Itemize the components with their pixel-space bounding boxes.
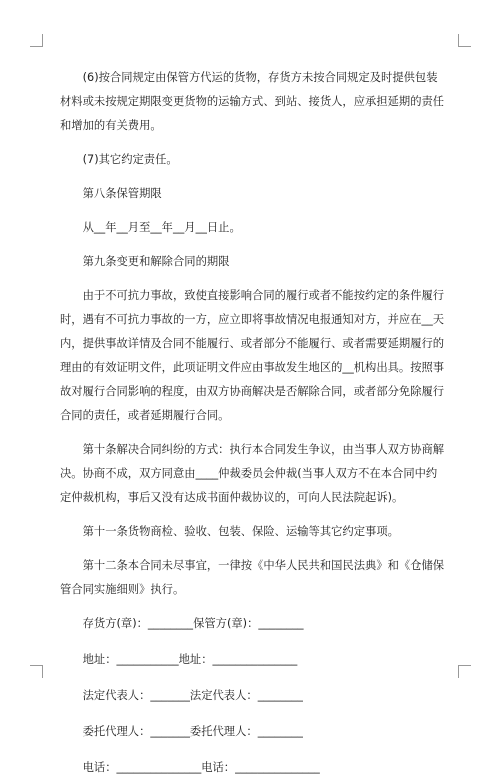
clause-9-body: 由于不可抗力事故，致使直接影响合同的履行或者不能按约定的条件履行时，遇有不可抗力事故的一方，应立即将事故情况电报通知对方，并应在__天内，提供事故详情及合同不能履行、或者部分不能履行、或者需要延期履行的理由的有效证明文件，此项证明文件应由事故发生地区的__机构出具。按照事故对履行合同影响的程度，由双方协商解决是否解除合同，或者部分免除履行合同的责任，或者延期履行合同。 [60, 289, 445, 422]
crop-mark-top-left [30, 34, 43, 47]
clause-9-heading: 第九条变更和解除合同的期限 [82, 255, 230, 268]
signature-line-address: 地址：___________地址：_______________ [82, 653, 298, 666]
clause-7-item-6: (6)按合同规定由保管方代运的货物，存货方未按合同规定及时提供包装材料或未按规定期限变更货物的运输方式、到站、接货人，应承担延期的责任和增加的有关费用。 [60, 71, 445, 132]
signature-line-phone: 电话：_______________电话：_______________ [82, 761, 320, 774]
signature-line-seal: 存货方(章)：________保管方(章)：________ [82, 617, 304, 630]
clause-11-body: 第十一条货物商检、验收、包装、保险、运输等其它约定事项。 [82, 525, 399, 538]
clause-10-body: 第十条解决合同纠纷的方式：执行本合同发生争议，由当事人双方协商解决。协商不成，双方同意由____仲裁委员会仲裁(当事人双方不在本合同中约定仲裁机构，事后又没有达成书面仲裁协议的，可向人民法院起诉)。 [60, 443, 445, 504]
clause-8-term: 从__年__月至__年__月__日止。 [82, 221, 241, 234]
document-body [60, 66, 448, 780]
clause-12-body: 第十二条本合同未尽事宜，一律按《中华人民共和国民法典》和《仓储保管合同实施细则》执行。 [60, 559, 445, 596]
clause-8-heading: 第八条保管期限 [82, 187, 162, 200]
crop-mark-bottom-left [30, 665, 43, 678]
signature-line-legal-rep: 法定代表人：_______法定代表人：________ [82, 689, 303, 702]
crop-mark-bottom-right [458, 665, 471, 678]
signature-line-agent: 委托代理人：_______委托代理人：________ [82, 725, 303, 738]
crop-mark-top-right [458, 34, 471, 47]
signature-block [60, 612, 448, 780]
clause-7-item-7: (7)其它约定责任。 [82, 153, 178, 166]
